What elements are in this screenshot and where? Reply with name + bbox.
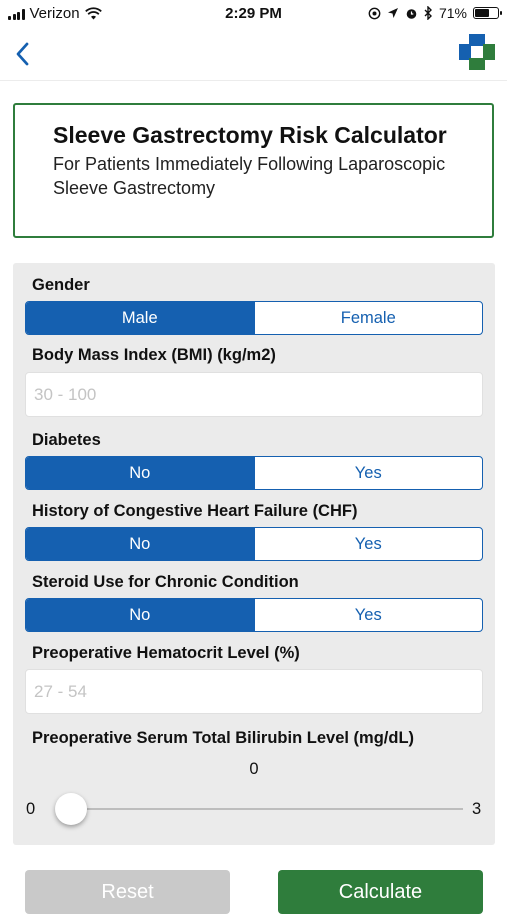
carrier-label: Verizon	[29, 5, 80, 22]
back-button[interactable]	[10, 36, 38, 72]
calculate-button[interactable]: Calculate	[278, 870, 483, 914]
status-bar	[0, 0, 507, 28]
bilirubin-slider-track[interactable]	[55, 808, 463, 810]
page-title: Sleeve Gastrectomy Risk Calculator	[53, 122, 447, 148]
steroid-option-yes[interactable]: Yes	[254, 599, 483, 631]
form-panel	[13, 263, 495, 845]
chevron-left-icon	[10, 36, 38, 72]
steroid-label: Steroid Use for Chronic Condition	[32, 573, 299, 591]
chf-option-yes[interactable]: Yes	[254, 528, 483, 560]
gender-label: Gender	[32, 276, 90, 294]
diabetes-segmented-control	[25, 456, 483, 490]
chf-label: History of Congestive Heart Failure (CHF)	[32, 502, 358, 520]
location-lock-icon	[368, 7, 381, 20]
chf-option-no[interactable]: No	[26, 528, 254, 560]
diabetes-label: Diabetes	[32, 431, 101, 449]
nav-bar	[0, 28, 507, 81]
bilirubin-slider-thumb[interactable]	[55, 793, 87, 825]
gender-segmented-control	[25, 301, 483, 335]
bmi-label: Body Mass Index (BMI) (kg/m2)	[32, 346, 276, 364]
cleveland-clinic-logo	[459, 34, 495, 70]
bilirubin-slider-max: 3	[472, 800, 482, 818]
page-subtitle: For Patients Immediately Following Laparoscopic Sleeve Gastrectomy	[53, 154, 446, 198]
battery-fill	[475, 9, 489, 17]
alarm-icon	[405, 7, 418, 20]
diabetes-option-no[interactable]: No	[26, 457, 254, 489]
bilirubin-slider-value: 0	[249, 760, 259, 778]
bluetooth-icon	[424, 6, 433, 20]
status-time: 2:29 PM	[225, 5, 282, 22]
bilirubin-label: Preoperative Serum Total Bilirubin Level (mg/dL)	[32, 729, 415, 747]
location-arrow-icon	[387, 7, 399, 19]
reset-button[interactable]: Reset	[25, 870, 230, 914]
gender-option-female[interactable]: Female	[254, 302, 483, 334]
diabetes-option-yes[interactable]: Yes	[254, 457, 483, 489]
battery-percent: 71%	[438, 5, 467, 21]
battery-icon	[473, 7, 499, 19]
chf-segmented-control	[25, 527, 483, 561]
bilirubin-slider-min: 0	[26, 800, 36, 818]
steroid-option-no[interactable]: No	[26, 599, 254, 631]
hematocrit-input[interactable]	[25, 669, 483, 714]
status-right	[368, 5, 499, 21]
calculator-title-card	[13, 103, 494, 238]
hematocrit-label: Preoperative Hematocrit Level (%)	[32, 644, 300, 662]
steroid-segmented-control	[25, 598, 483, 632]
gender-option-male[interactable]: Male	[26, 302, 254, 334]
bmi-input[interactable]	[25, 372, 483, 417]
